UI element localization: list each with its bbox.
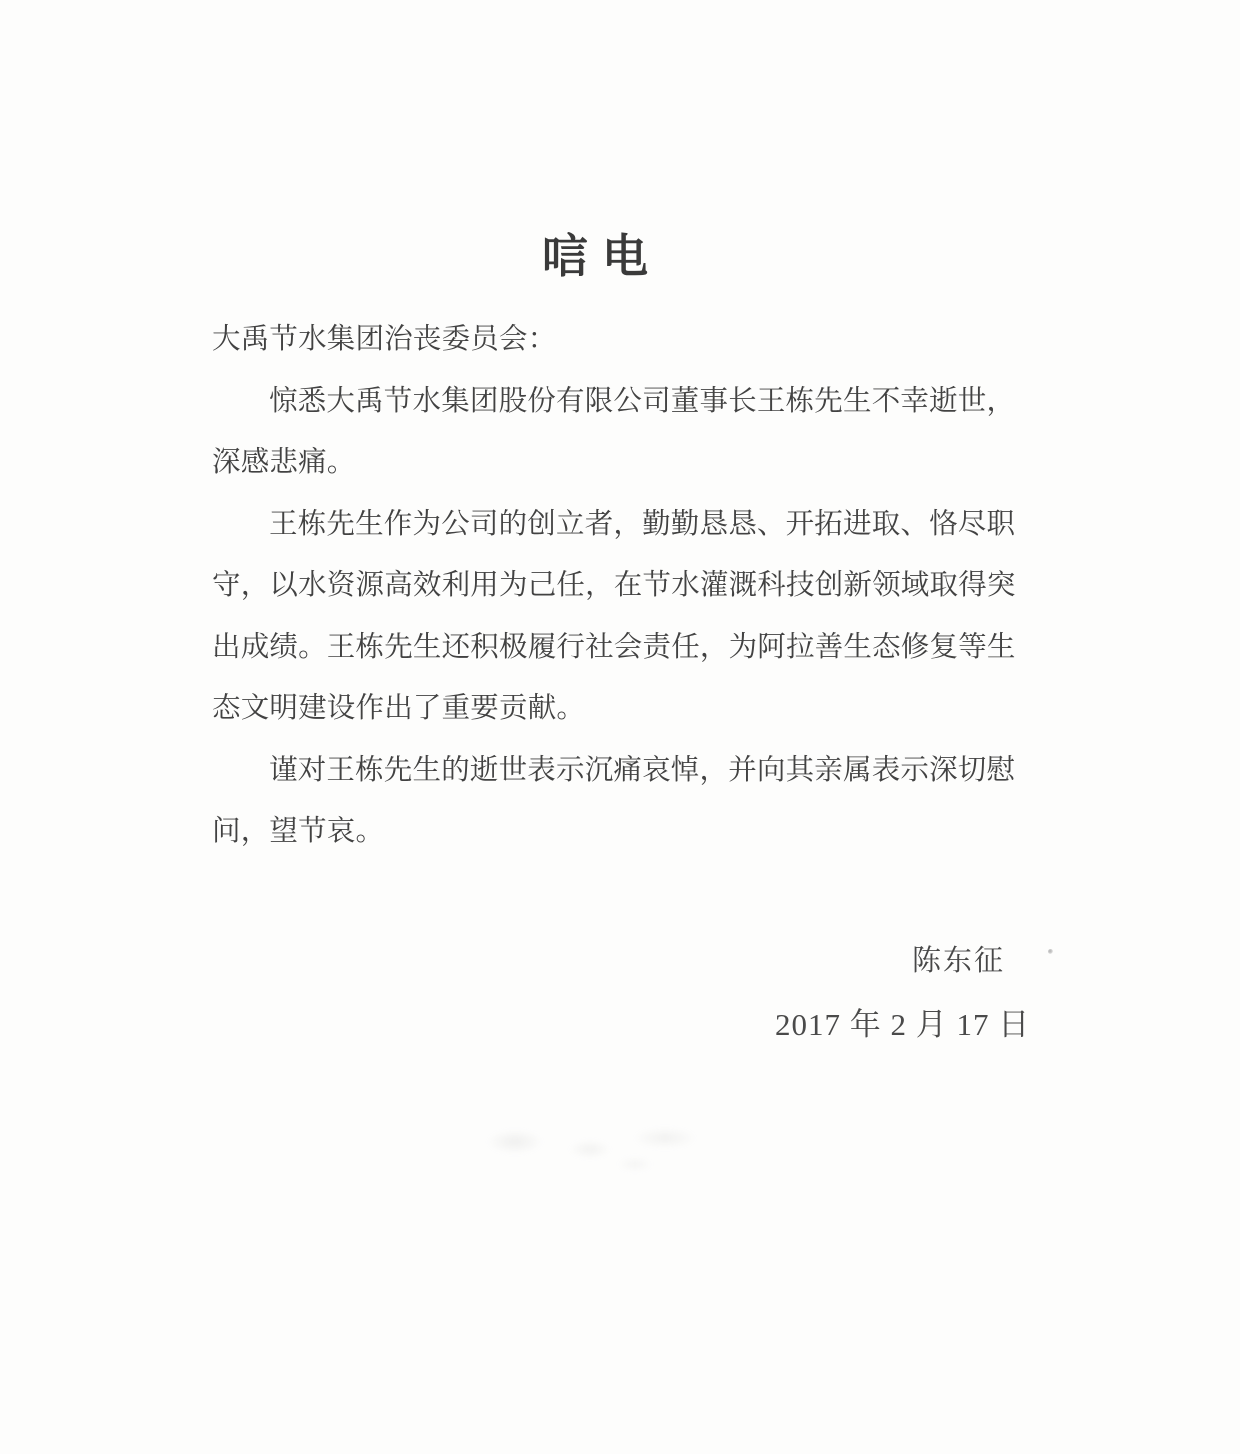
paragraph-3-line-1: 谨对王栋先生的逝世表示沉痛哀悼，并向其亲属表示深切慰 bbox=[269, 753, 1016, 786]
paragraph-3-line-2: 问，望节哀。 bbox=[212, 815, 385, 847]
scan-smudge-artifact bbox=[455, 1108, 755, 1183]
paragraph-2-line-1: 王栋先生作为公司的创立者，勤勤恳恳、开拓进取、恪尽职 bbox=[269, 507, 1016, 540]
letter-title: 唁电 bbox=[542, 230, 662, 282]
letter-date: 2017 年 2 月 17 日 bbox=[775, 1007, 1031, 1042]
salutation: 大禹节水集团治丧委员会： bbox=[212, 323, 557, 355]
paragraph-2-line-4: 态文明建设作出了重要贡献。 bbox=[212, 692, 586, 724]
paragraph-2-line-2: 守，以水资源高效利用为己任，在节水灌溉科技创新领域取得突 bbox=[212, 569, 1016, 601]
letter-body bbox=[212, 309, 1016, 863]
paragraph-1-line-1: 惊悉大禹节水集团股份有限公司董事长王栋先生不幸逝世， bbox=[269, 384, 1016, 417]
paragraph-2-line-3: 出成绩。王栋先生还积极履行社会责任，为阿拉善生态修复等生 bbox=[212, 630, 1016, 663]
scan-speck-artifact bbox=[1048, 949, 1053, 954]
signature-name: 陈东征 bbox=[912, 945, 1006, 977]
paragraph-1-line-2: 深感悲痛。 bbox=[212, 446, 356, 478]
